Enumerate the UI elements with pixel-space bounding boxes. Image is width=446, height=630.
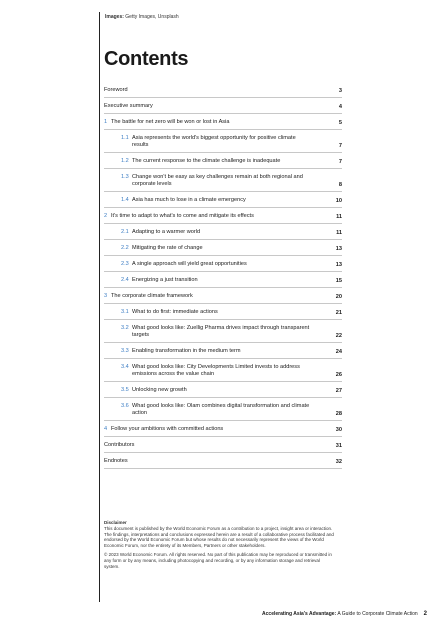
- toc-entry[interactable]: [104, 320, 342, 343]
- toc-title: Unlocking new growth: [132, 387, 187, 393]
- toc-page-number: 20: [335, 294, 342, 300]
- credit-label: Images:: [105, 14, 124, 20]
- toc-number: 3.4: [121, 364, 129, 370]
- toc-title: The current response to the climate challenge is inadequate: [132, 158, 281, 164]
- toc-entry[interactable]: [104, 130, 342, 153]
- toc-entry[interactable]: [104, 192, 342, 208]
- toc-number: 3.1: [121, 309, 129, 315]
- copyright-notice: © 2023 World Economic Forum. All rights reserved. No part of this publication may be reproduced or transmitted in any form or by any means, including photocopying and recording, or by any information storage and retrieval system.: [104, 552, 332, 569]
- toc-number: 3.5: [121, 387, 129, 393]
- footer-title-rest: A Guide to Corporate Climate Action: [336, 611, 418, 617]
- toc-entry[interactable]: [104, 114, 342, 130]
- toc-title: The battle for net zero will be won or lost in Asia: [111, 119, 230, 125]
- toc-title: Energizing a just transition: [132, 277, 198, 283]
- footer-title-bold: Accelerating Asia's Advantage:: [262, 611, 337, 617]
- toc-title: Foreword: [104, 87, 128, 93]
- toc-number: 1.4: [121, 197, 129, 203]
- toc-page-number: 7: [338, 143, 342, 149]
- toc-title: Contributors: [104, 442, 135, 448]
- toc-page-number: 7: [338, 159, 342, 165]
- toc-title: Adapting to a warmer world: [132, 229, 201, 235]
- toc-number: 3.6: [121, 403, 129, 409]
- toc-page-number: 10: [335, 198, 342, 204]
- toc-entry[interactable]: [104, 208, 342, 224]
- toc-page-number: 11: [336, 214, 342, 220]
- disclaimer-heading: Disclaimer: [104, 520, 127, 525]
- toc-page-number: 11: [336, 230, 342, 236]
- margin-rule: [99, 12, 100, 602]
- toc-entry[interactable]: [104, 437, 342, 453]
- toc-number: 2.2: [121, 245, 129, 251]
- toc-page-number: 27: [335, 388, 342, 394]
- toc-entry[interactable]: [104, 224, 342, 240]
- toc-entry[interactable]: [104, 288, 342, 304]
- toc-entry[interactable]: [104, 359, 342, 382]
- toc-number: 2.4: [121, 277, 129, 283]
- toc-title: Mitigating the rate of change: [132, 245, 203, 251]
- image-credit: [105, 14, 179, 20]
- toc-number: 3.2: [121, 325, 129, 331]
- toc-title: A single approach will yield great opportunities: [132, 261, 247, 267]
- toc-title: Enabling transformation in the medium term: [132, 348, 241, 354]
- toc-number: 1.3: [121, 174, 129, 180]
- disclaimer: [104, 520, 336, 573]
- toc-page-number: 21: [335, 310, 342, 316]
- toc-entry[interactable]: [104, 256, 342, 272]
- toc-number: 4: [104, 426, 108, 432]
- toc-title: It's time to adapt to what's to come and mitigate its effects: [111, 213, 254, 219]
- toc-entry[interactable]: [104, 169, 342, 192]
- toc-entry[interactable]: [104, 343, 342, 359]
- toc-number: 1: [104, 119, 108, 125]
- toc-entry[interactable]: [104, 382, 342, 398]
- toc-page-number: 15: [335, 278, 342, 284]
- toc-page-number: 13: [335, 246, 342, 252]
- toc-number: 2.3: [121, 261, 129, 267]
- toc-title: Follow your ambitions with committed actions: [111, 426, 224, 432]
- page-number: 2: [423, 611, 427, 617]
- toc-page-number: 24: [335, 349, 342, 355]
- toc-number: 1.2: [121, 158, 129, 164]
- toc-page-number: 5: [338, 120, 342, 126]
- toc-page-number: 26: [335, 372, 342, 378]
- toc-number: 2.1: [121, 229, 129, 235]
- toc-page-number: 22: [335, 333, 342, 339]
- disclaimer-body: This document is published by the World Economic Forum as a contribution to a project, insight area or interaction. The findings, interpretations and conclusions expressed herein are a result of a collaborative process facilitated and endorsed by the World Economic Forum but whose results do not necessarily represent the views of the World Economic Forum, nor the entirety of its Members, Partners or other stakeholders.: [104, 526, 334, 548]
- toc-number: 1.1: [121, 135, 129, 141]
- page-title: Contents: [104, 48, 189, 70]
- toc-page-number: 8: [338, 182, 342, 188]
- toc-entry[interactable]: [104, 153, 342, 169]
- toc-entry[interactable]: [104, 453, 342, 469]
- toc-page-number: 3: [338, 88, 342, 94]
- toc-title: What good looks like: Zuellig Pharma drives impact through transparent targets: [132, 325, 310, 338]
- toc-number: 3: [104, 293, 108, 299]
- toc-entry[interactable]: [104, 421, 342, 437]
- toc-title: What good looks like: Olam combines digital transformation and climate action: [132, 403, 310, 416]
- toc-number: 2: [104, 213, 108, 219]
- toc-title: Asia represents the world's biggest opportunity for positive climate results: [132, 135, 296, 148]
- toc-page-number: 28: [335, 411, 342, 417]
- toc-entry[interactable]: [104, 304, 342, 320]
- toc-page-number: 13: [335, 262, 342, 268]
- toc-title: What good looks like: City Developments Limited invests to address emissions across the value chain: [132, 364, 300, 377]
- toc-page-number: 30: [335, 427, 342, 433]
- page-footer: [262, 611, 427, 617]
- toc-entry[interactable]: [104, 398, 342, 421]
- toc-title: Asia has much to lose in a climate emergency: [132, 197, 246, 203]
- toc-number: 3.3: [121, 348, 129, 354]
- toc-title: Executive summary: [104, 103, 153, 109]
- table-of-contents: [104, 82, 342, 469]
- credit-text: Getty Images, Unsplash: [125, 14, 179, 20]
- toc-page-number: 32: [335, 459, 342, 465]
- toc-title: What to do first: immediate actions: [132, 309, 218, 315]
- toc-page-number: 4: [338, 104, 342, 110]
- toc-title: Endnotes: [104, 458, 128, 464]
- toc-entry[interactable]: [104, 240, 342, 256]
- toc-title: Change won't be easy as key challenges remain at both regional and corporate levels: [132, 174, 303, 187]
- toc-title: The corporate climate framework: [111, 293, 193, 299]
- toc-entry[interactable]: [104, 82, 342, 98]
- toc-entry[interactable]: [104, 272, 342, 288]
- toc-page-number: 31: [335, 443, 342, 449]
- toc-entry[interactable]: [104, 98, 342, 114]
